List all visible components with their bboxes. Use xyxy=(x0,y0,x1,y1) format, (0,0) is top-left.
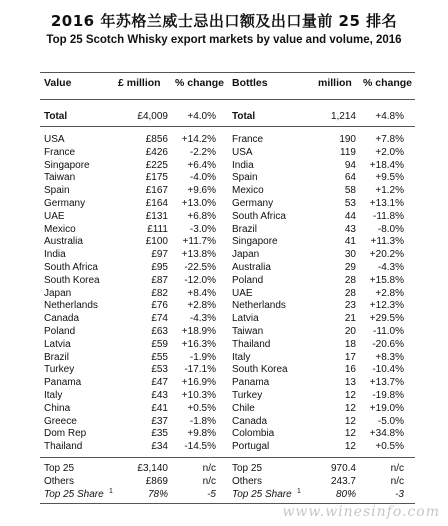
bottles-million: 44 xyxy=(344,210,356,222)
bottles-pct-change: +2.0% xyxy=(375,146,404,158)
bottles-million: 29 xyxy=(344,262,356,273)
value-pct-change: -1.9% xyxy=(189,351,216,363)
table-row xyxy=(0,223,448,236)
value-gbp-million: £34 xyxy=(151,441,168,453)
summary-value-label: Others xyxy=(44,476,75,487)
bottles-million: 94 xyxy=(344,159,356,171)
value-gbp-million: £59 xyxy=(151,338,168,350)
summary-bottles-pct: n/c xyxy=(390,476,404,487)
value-gbp-million: £131 xyxy=(145,210,168,222)
summary-row xyxy=(0,475,448,488)
summary-bottles-label: Top 25 xyxy=(232,463,263,474)
bottles-market-name: Latvia xyxy=(232,313,259,325)
table-row xyxy=(0,248,448,261)
value-market-name: Japan xyxy=(44,287,72,299)
bottles-million: 190 xyxy=(339,134,356,145)
table-row xyxy=(0,197,448,210)
value-gbp-million: £37 xyxy=(151,415,168,427)
bottles-market-name: Spain xyxy=(232,172,258,184)
value-market-name: Taiwan xyxy=(44,172,76,184)
bottles-million: 17 xyxy=(344,351,356,363)
value-gbp-million: £43 xyxy=(151,390,168,401)
value-pct-change: +14.2% xyxy=(181,134,216,145)
header-rule-top xyxy=(40,72,415,73)
value-pct-change: +13.8% xyxy=(181,249,216,261)
bottles-pct-change: +1.2% xyxy=(375,185,404,197)
value-gbp-million: £87 xyxy=(151,274,168,286)
value-gbp-million: £225 xyxy=(145,159,168,171)
value-market-name: Netherlands xyxy=(44,300,98,312)
value-gbp-million: £111 xyxy=(147,223,168,235)
summary-value-label: Top 25 Share xyxy=(44,489,104,500)
bottles-market-name: Chile xyxy=(232,402,255,414)
summary-bottles-million: 970.4 xyxy=(330,463,356,474)
bottles-million: 12 xyxy=(344,428,356,440)
value-market-name: Germany xyxy=(44,198,86,209)
value-pct-change: +0.5% xyxy=(187,402,216,414)
bottles-market-name: Portugal xyxy=(232,441,270,453)
value-gbp-million: £97 xyxy=(151,249,168,261)
summary-value-pct: n/c xyxy=(202,476,216,487)
footnote-marker: 1 xyxy=(109,488,113,495)
value-pct-change: +2.8% xyxy=(187,300,216,312)
value-pct-change: +13.0% xyxy=(181,198,216,209)
summary-row xyxy=(0,462,448,475)
value-pct-change: -22.5% xyxy=(184,262,216,273)
bottles-pct-change: -11.8% xyxy=(373,210,404,222)
summary-bottles-pct: -3 xyxy=(395,489,404,500)
total-value: £4,009 xyxy=(137,111,168,122)
bottles-million: 43 xyxy=(344,223,356,235)
table-row xyxy=(0,338,448,351)
value-pct-change: +16.3% xyxy=(181,338,216,350)
table-row xyxy=(0,363,448,376)
value-market-name: Singapore xyxy=(44,159,90,171)
total-bottles-pct: +4.8% xyxy=(375,111,404,122)
table-row xyxy=(0,389,448,402)
summary-value-gbp: £869 xyxy=(145,476,168,487)
bottles-market-name: UAE xyxy=(232,287,253,299)
total-value-pct: +4.0% xyxy=(187,111,216,122)
value-market-name: Mexico xyxy=(44,223,76,235)
bottles-million: 20 xyxy=(344,326,356,337)
value-pct-change: +6.8% xyxy=(187,210,216,222)
summary-bottles-label: Others xyxy=(232,476,263,487)
bottles-pct-change: +19.0% xyxy=(369,402,404,414)
bottles-million: 41 xyxy=(344,236,356,248)
bottles-pct-change: +34.8% xyxy=(369,428,404,440)
bottles-million: 18 xyxy=(344,338,356,350)
table-row xyxy=(0,427,448,440)
value-gbp-million: £95 xyxy=(151,262,168,273)
value-pct-change: +9.8% xyxy=(187,428,216,440)
value-pct-change: -2.2% xyxy=(189,146,216,158)
value-pct-change: +18.9% xyxy=(181,326,216,337)
table-row xyxy=(0,415,448,428)
bottles-pct-change: +7.8% xyxy=(375,134,404,145)
value-market-name: Panama xyxy=(44,377,82,389)
table-row xyxy=(0,299,448,312)
total-bottles: 1,214 xyxy=(330,111,356,122)
value-market-name: Poland xyxy=(44,326,76,337)
bottles-market-name: Italy xyxy=(232,351,251,363)
bottles-market-name: South Korea xyxy=(232,364,288,376)
bottles-market-name: Netherlands xyxy=(232,300,286,312)
bottles-million: 28 xyxy=(344,274,356,286)
bottles-market-name: Turkey xyxy=(232,390,263,401)
table-row xyxy=(0,376,448,389)
table-row xyxy=(0,184,448,197)
value-market-name: South Africa xyxy=(44,262,98,273)
bottles-market-name: South Africa xyxy=(232,210,286,222)
bottles-million: 16 xyxy=(344,364,356,376)
bottles-pct-change: +15.8% xyxy=(369,274,404,286)
value-gbp-million: £426 xyxy=(145,146,168,158)
table-row xyxy=(0,159,448,172)
table-row xyxy=(0,312,448,325)
bottles-market-name: Thailand xyxy=(232,338,271,350)
bottles-market-name: Colombia xyxy=(232,428,275,440)
value-pct-change: +11.7% xyxy=(182,236,216,248)
bottles-pct-change: +8.3% xyxy=(375,351,404,363)
value-pct-change: +10.3% xyxy=(181,390,216,401)
value-gbp-million: £175 xyxy=(145,172,168,184)
summary-value-gbp: 78% xyxy=(147,489,168,500)
bottles-million: 53 xyxy=(344,198,356,209)
bottles-market-name: Taiwan xyxy=(232,326,264,337)
bottles-million: 28 xyxy=(344,287,356,299)
bottles-pct-change: +13.1% xyxy=(369,198,404,209)
bottles-market-name: India xyxy=(232,159,254,171)
value-market-name: Greece xyxy=(44,415,77,427)
header-million: million xyxy=(318,77,352,89)
value-market-name: India xyxy=(44,249,66,261)
bottles-million: 23 xyxy=(344,300,356,312)
table-row xyxy=(0,351,448,364)
bottles-market-name: Mexico xyxy=(232,185,264,197)
value-gbp-million: £82 xyxy=(151,287,168,299)
bottles-market-name: Singapore xyxy=(232,236,278,248)
value-gbp-million: £53 xyxy=(151,364,168,376)
total-label-bottles: Total xyxy=(232,111,256,122)
bottles-market-name: USA xyxy=(232,146,253,158)
table-row xyxy=(0,210,448,223)
value-gbp-million: £47 xyxy=(151,377,168,389)
title-english: Top 25 Scotch Whisky export markets by value and volume, 2016 xyxy=(46,34,402,46)
bottles-pct-change: +18.4% xyxy=(369,159,404,171)
value-pct-change: -17.1% xyxy=(184,364,216,376)
summary-value-pct: n/c xyxy=(202,463,216,474)
summary-value-gbp: £3,140 xyxy=(137,463,168,474)
table-row xyxy=(0,235,448,248)
bottles-pct-change: +11.3% xyxy=(370,236,404,248)
table-row xyxy=(0,287,448,300)
value-gbp-million: £41 xyxy=(151,402,168,414)
header-pct-change-volume: % change xyxy=(363,77,413,89)
footnote-marker: 1 xyxy=(297,488,301,495)
value-gbp-million: £164 xyxy=(145,198,168,209)
value-market-name: Canada xyxy=(44,313,80,325)
value-pct-change: +8.4% xyxy=(187,287,216,299)
value-pct-change: -4.3% xyxy=(189,313,216,325)
table-row xyxy=(0,146,448,159)
bottles-market-name: France xyxy=(232,134,264,145)
summary-value-label: Top 25 xyxy=(44,463,75,474)
table-row xyxy=(0,261,448,274)
value-market-name: China xyxy=(44,402,71,414)
table-row xyxy=(0,171,448,184)
value-market-name: South Korea xyxy=(44,274,100,286)
value-pct-change: -3.0% xyxy=(189,223,216,235)
bottles-pct-change: -20.6% xyxy=(372,338,404,350)
value-pct-change: -1.8% xyxy=(189,415,216,427)
value-market-name: Brazil xyxy=(44,351,70,363)
table-row xyxy=(0,402,448,415)
bottles-million: 119 xyxy=(340,146,356,158)
total-row xyxy=(0,110,448,123)
header-value: Value xyxy=(44,77,72,89)
summary-bottles-label: Top 25 Share xyxy=(232,489,292,500)
value-gbp-million: £74 xyxy=(151,313,168,325)
bottles-million: 21 xyxy=(344,313,356,325)
summary-row xyxy=(0,488,448,501)
bottles-pct-change: +20.2% xyxy=(369,249,404,261)
bottles-pct-change: -5.0% xyxy=(377,415,404,427)
bottles-market-name: Germany xyxy=(232,198,274,209)
bottles-million: 12 xyxy=(344,390,356,401)
value-pct-change: +9.6% xyxy=(187,185,216,197)
bottles-pct-change: +9.5% xyxy=(375,172,404,184)
bottles-pct-change: -4.3% xyxy=(377,262,404,273)
summary-bottles-million: 80% xyxy=(335,489,356,500)
value-gbp-million: £55 xyxy=(151,351,168,363)
table-row xyxy=(0,274,448,287)
value-gbp-million: £76 xyxy=(151,300,168,312)
bottles-pct-change: -8.0% xyxy=(377,223,404,235)
bottles-million: 30 xyxy=(344,249,356,261)
bottles-pct-change: +0.5% xyxy=(375,441,404,453)
summary-bottles-million: 243.7 xyxy=(330,476,356,487)
value-pct-change: +16.9% xyxy=(181,377,216,389)
bottles-pct-change: -19.8% xyxy=(372,390,404,401)
bottles-million: 12 xyxy=(344,415,356,427)
value-market-name: Italy xyxy=(44,390,63,401)
value-gbp-million: £167 xyxy=(145,185,168,197)
value-market-name: Thailand xyxy=(44,441,83,453)
header-bottles: Bottles xyxy=(232,77,268,89)
total-label-value: Total xyxy=(44,111,68,122)
value-market-name: France xyxy=(44,146,76,158)
bottles-million: 13 xyxy=(344,377,356,389)
bottles-market-name: Poland xyxy=(232,274,264,286)
summary-value-pct: -5 xyxy=(207,489,216,500)
value-market-name: Spain xyxy=(44,185,70,197)
bottles-million: 12 xyxy=(344,402,356,414)
bottles-pct-change: +2.8% xyxy=(375,287,404,299)
value-market-name: Turkey xyxy=(44,364,75,376)
value-pct-change: -14.5% xyxy=(184,441,216,453)
bottles-pct-change: +12.3% xyxy=(369,300,404,312)
bottles-million: 12 xyxy=(344,441,356,453)
value-gbp-million: £856 xyxy=(145,134,168,145)
value-market-name: USA xyxy=(44,134,65,145)
bottles-million: 58 xyxy=(344,185,356,197)
header-pct-change-value: % change xyxy=(175,77,225,89)
title-chinese: 2016 年苏格兰威士忌出口额及出口量前 25 排名 xyxy=(50,12,398,30)
bottles-market-name: Brazil xyxy=(232,223,258,235)
bottles-million: 64 xyxy=(344,172,356,184)
bottles-market-name: Japan xyxy=(232,249,260,261)
table-row xyxy=(0,440,448,453)
value-gbp-million: £100 xyxy=(145,236,168,248)
value-gbp-million: £63 xyxy=(151,326,168,337)
header-million-gbp: £ million xyxy=(118,77,161,89)
bottles-market-name: Australia xyxy=(232,262,271,273)
value-market-name: Dom Rep xyxy=(44,428,87,440)
bottles-pct-change: -11.0% xyxy=(373,326,404,337)
table-row xyxy=(0,133,448,146)
value-market-name: Latvia xyxy=(44,338,71,350)
value-market-name: UAE xyxy=(44,210,65,222)
table-row xyxy=(0,325,448,338)
header-rule-bottom xyxy=(40,99,415,100)
value-pct-change: +6.4% xyxy=(187,159,216,171)
bottles-pct-change: -10.4% xyxy=(372,364,404,376)
value-pct-change: -4.0% xyxy=(189,172,216,184)
bottles-pct-change: +29.5% xyxy=(369,313,404,325)
summary-rule xyxy=(40,457,415,458)
value-market-name: Australia xyxy=(44,236,83,248)
bottles-pct-change: +13.7% xyxy=(369,377,404,389)
summary-bottles-pct: n/c xyxy=(390,463,404,474)
watermark: www.winesinfo.com xyxy=(282,504,440,520)
bottles-market-name: Panama xyxy=(232,377,270,389)
value-gbp-million: £35 xyxy=(151,428,168,440)
bottles-market-name: Canada xyxy=(232,415,268,427)
value-pct-change: -12.0% xyxy=(184,274,216,286)
total-rule xyxy=(40,126,415,127)
